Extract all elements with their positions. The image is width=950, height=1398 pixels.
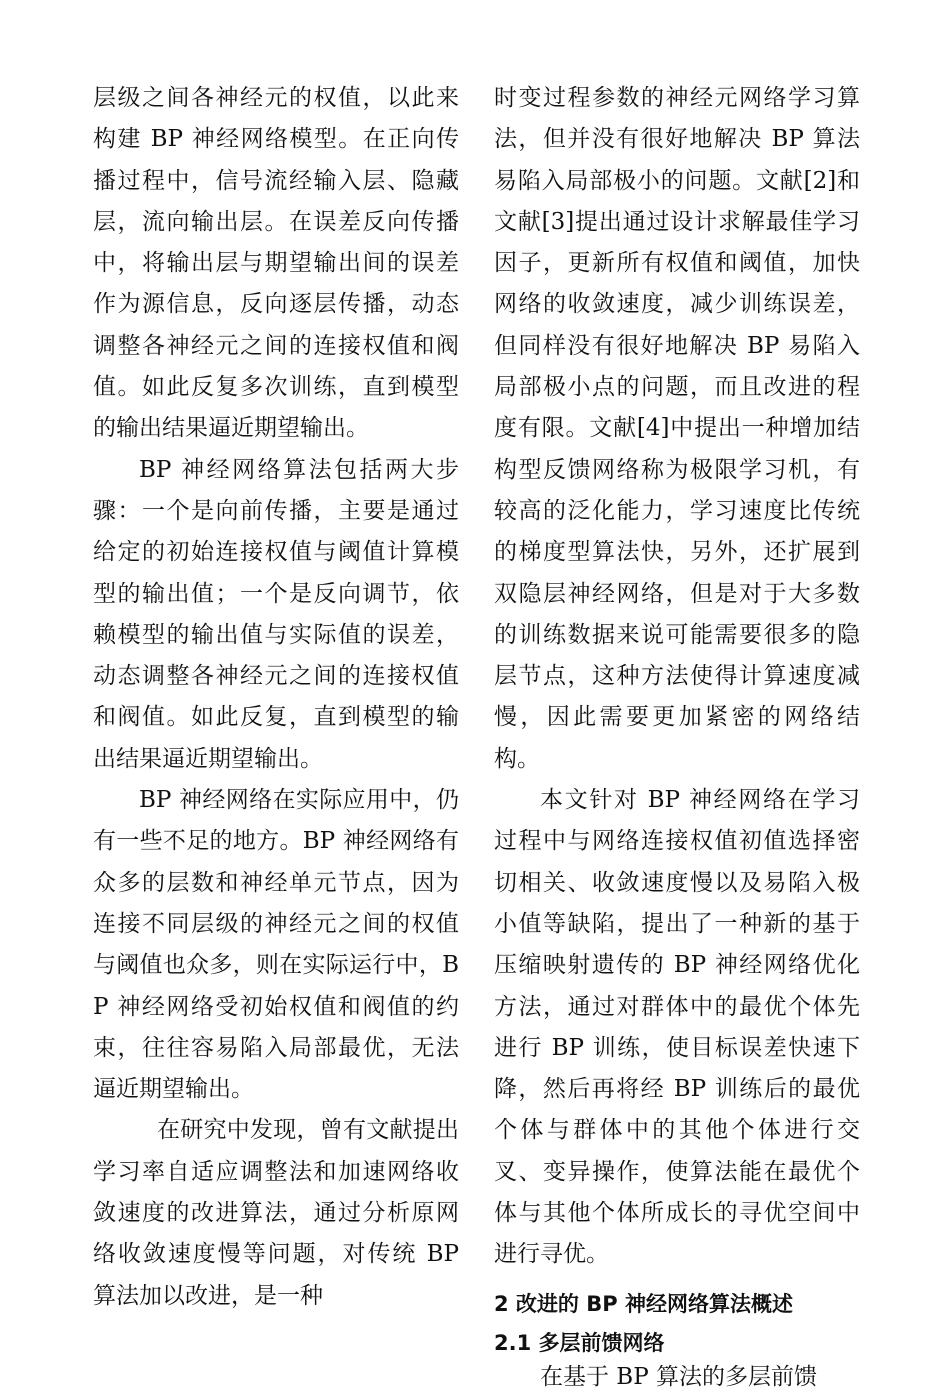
section-heading: 2 改进的 BP 神经网络算法概述 — [494, 1291, 793, 1316]
right-column — [494, 78, 860, 1398]
body-paragraph: BP 神经网络在实际应用中，仍有一些不足的地方。BP 神经网络有众多的层数和神经单元节点，因为连接不同层级的神经元之间的权值与阈值也众多，则在实际运行中，BP 神经网络受初始权值和阀值的约束，往往容易陷入局部最优，无法逼近期望输出。 — [93, 787, 459, 1103]
left-column — [93, 78, 459, 1317]
subsection-heading: 2.1 多层前馈网络 — [494, 1330, 665, 1355]
body-paragraph: 在基于 BP 算法的多层前馈 — [540, 1363, 817, 1390]
body-paragraph: BP 神经网络算法包括两大步骤：一个是向前传播，主要是通过给定的初始连接权值与阈值计算模型的输出值；一个是反向调节，依赖模型的输出值与实际值的误差，动态调整各神经元之间的连接权值和阀值。如此反复，直到模型的输出结果逼近期望输出。 — [93, 456, 459, 772]
body-paragraph: 在研究中发现，曾有文献提出学习率自适应调整法和加速网络收敛速度的改进算法，通过分析原网络收敛速度慢等问题，对传统 BP 算法加以改进，是一种 — [93, 1117, 459, 1309]
body-paragraph: 层级之间各神经元的权值，以此来构建 BP 神经网络模型。在正向传播过程中，信号流经输入层、隐藏层，流向输出层。在误差反向传播中，将输出层与期望输出间的误差作为源信息，反向逐层传播，动态调整各神经元之间的连接权值和阀值。如此反复多次训练，直到模型的输出结果逼近期望输出。 — [93, 85, 459, 442]
body-paragraph: 时变过程参数的神经元网络学习算法，但并没有很好地解决 BP 算法易陷入局部极小的问题。文献[2]和文献[3]提出通过设计求解最佳学习因子，更新所有权值和阈值，加快网络的收敛速度，减少训练误差，但同样没有很好地解决 BP 易陷入局部极小点的问题，而且改进的程度有限。文献[4]中提出一种增加结构型反馈网络称为极限学习机，有较高的泛化能力，学习速度比传统的梯度型算法快，另外，还扩展到双隐层神经网络，但是对于大多数的训练数据来说可能需要很多的隐层节点，这种方法使得计算速度减慢，因此需要更加紧密的网络结构。 — [494, 85, 860, 772]
body-paragraph: 本文针对 BP 神经网络在学习过程中与网络连接权值初值选择密切相关、收敛速度慢以及易陷入极小值等缺陷，提出了一种新的基于压缩映射遗传的 BP 神经网络优化方法，通过对群体中的最优个体先进行 BP 训练，使目标误差快速下降，然后再将经 BP 训练后的最优个体与群体中的其他个体进行交叉、变异操作，使算法能在最优个体与其他个体所成长的寻优空间中进行寻优。 — [494, 787, 860, 1268]
